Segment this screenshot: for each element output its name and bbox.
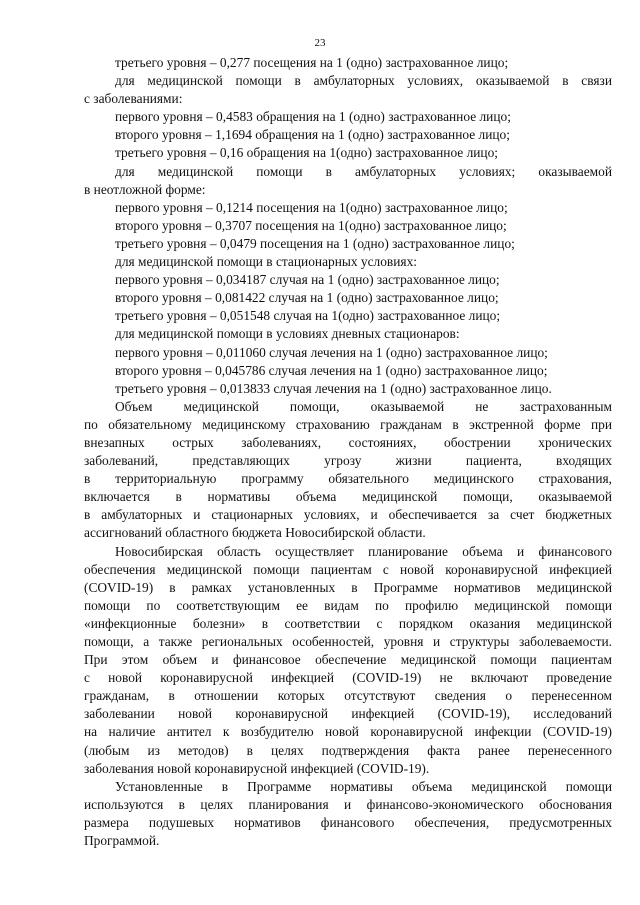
text-line: по обязательному медицинскому страхованию гражданам в экстренной форме при (84, 416, 612, 432)
text-line: в неотложной форме: (84, 181, 206, 197)
text-line: помощи, а также региональных особенностей, уровня и структуры заболеваемости. (84, 634, 612, 649)
text-line: в амбулаторных и стационарных условиях, и обеспечивается за счет бюджетных (84, 507, 612, 523)
text-line: заболеваний, представляющих угрозу жизни пациента, входящих (84, 453, 612, 469)
text-line: Программой. (84, 833, 160, 849)
text-line: При этом объем и финансовое обеспечение медицинской помощи пациентам (84, 652, 612, 668)
text-line: Новосибирская область осуществляет планирование объема и финансового (115, 543, 612, 559)
text-line: третьего уровня – 0,013833 случая лечения на 1 (одно) застрахованное лицо. (115, 380, 552, 396)
text-line: (любым из методов) в целях подтверждения факта ранее перенесенного (84, 742, 612, 758)
text-line: второго уровня – 0,3707 посещения на 1(одно) застрахованное лицо; (115, 217, 507, 233)
text-line: гражданам, в отношении которых отсутствуют сведения о перенесенном (84, 688, 612, 704)
text-line: первого уровня – 0,034187 случая на 1 (одно) застрахованное лицо; (115, 272, 500, 288)
text-line: для медицинской помощи в амбулаторных условиях, оказываемой в связи (115, 73, 612, 89)
text-line: второго уровня – 0,045786 случая лечения на 1 (одно) застрахованное лицо; (115, 362, 548, 378)
text-line: размера подушевых нормативов финансового обеспечения, предусмотренных (84, 814, 612, 830)
text-line: на наличие антител к возбудителю новой коронавирусной инфекции (COVID-19) (84, 724, 612, 740)
text-line: для медицинской помощи в амбулаторных условиях; оказываемой (115, 163, 612, 179)
text-line: помощи по соответствующим ее видам по профилю медицинской помощи (84, 597, 612, 613)
text-line: заболевании новой коронавирусной инфекцией (COVID-19), исследований (84, 706, 612, 722)
text-line: Объем медицинской помощи, оказываемой не застрахованным (115, 398, 612, 414)
text-line: ассигнований областного бюджета Новосибирской области. (84, 525, 426, 541)
text-line: первого уровня – 0,1214 посещения на 1(одно) застрахованное лицо; (115, 199, 508, 215)
text-line: первого уровня – 0,011060 случая лечения на 1 (одно) застрахованное лицо; (115, 344, 548, 360)
document-body (84, 54, 612, 850)
text-line: второго уровня – 0,081422 случая на 1 (одно) застрахованное лицо; (115, 290, 499, 306)
text-line: первого уровня – 0,4583 обращения на 1 (одно) застрахованное лицо; (115, 109, 511, 125)
text-line: третьего уровня – 0,0479 посещения на 1 (одно) застрахованное лицо; (115, 235, 515, 251)
text-line: второго уровня – 1,1694 обращения на 1 (одно) застрахованное лицо; (115, 127, 510, 143)
text-line: включается в нормативы объема медицинской помощи, оказываемой (84, 489, 612, 505)
text-line: с новой коронавирусной инфекцией (COVID-19) не включают проведение (84, 670, 612, 686)
text-line: в территориальную программу обязательного медицинского страхования, (84, 471, 612, 487)
text-line: для медицинской помощи в условиях дневных стационаров: (115, 326, 460, 342)
text-line: (COVID-19) в рамках установленных в Программе нормативов медицинской (84, 579, 612, 595)
text-line: для медицинской помощи в стационарных условиях: (115, 254, 417, 270)
text-line: «инфекционные болезни» в соответствии с порядком оказания медицинской (84, 615, 612, 631)
text-line: третьего уровня – 0,16 обращения на 1(одно) застрахованное лицо; (115, 145, 499, 161)
text-line: с заболеваниями: (84, 91, 183, 107)
text-line: используются в целях планирования и финансово-экономического обоснования (84, 796, 612, 812)
text-line: Установленные в Программе нормативы объема медицинской помощи (115, 778, 612, 794)
text-line: внезапных острых заболеваниях, состояниях, обострении хронических (84, 434, 612, 450)
page-number: 23 (314, 37, 326, 49)
text-line: третьего уровня – 0,277 посещения на 1 (одно) застрахованное лицо; (115, 55, 509, 70)
text-line: обеспечения медицинской помощи пациентам с новой коронавирусной инфекцией (84, 561, 612, 577)
text-line: третьего уровня – 0,051548 случая на 1(одно) застрахованное лицо; (115, 308, 501, 324)
text-line: заболевания новой коронавирусной инфекцией (COVID-19). (84, 760, 430, 776)
